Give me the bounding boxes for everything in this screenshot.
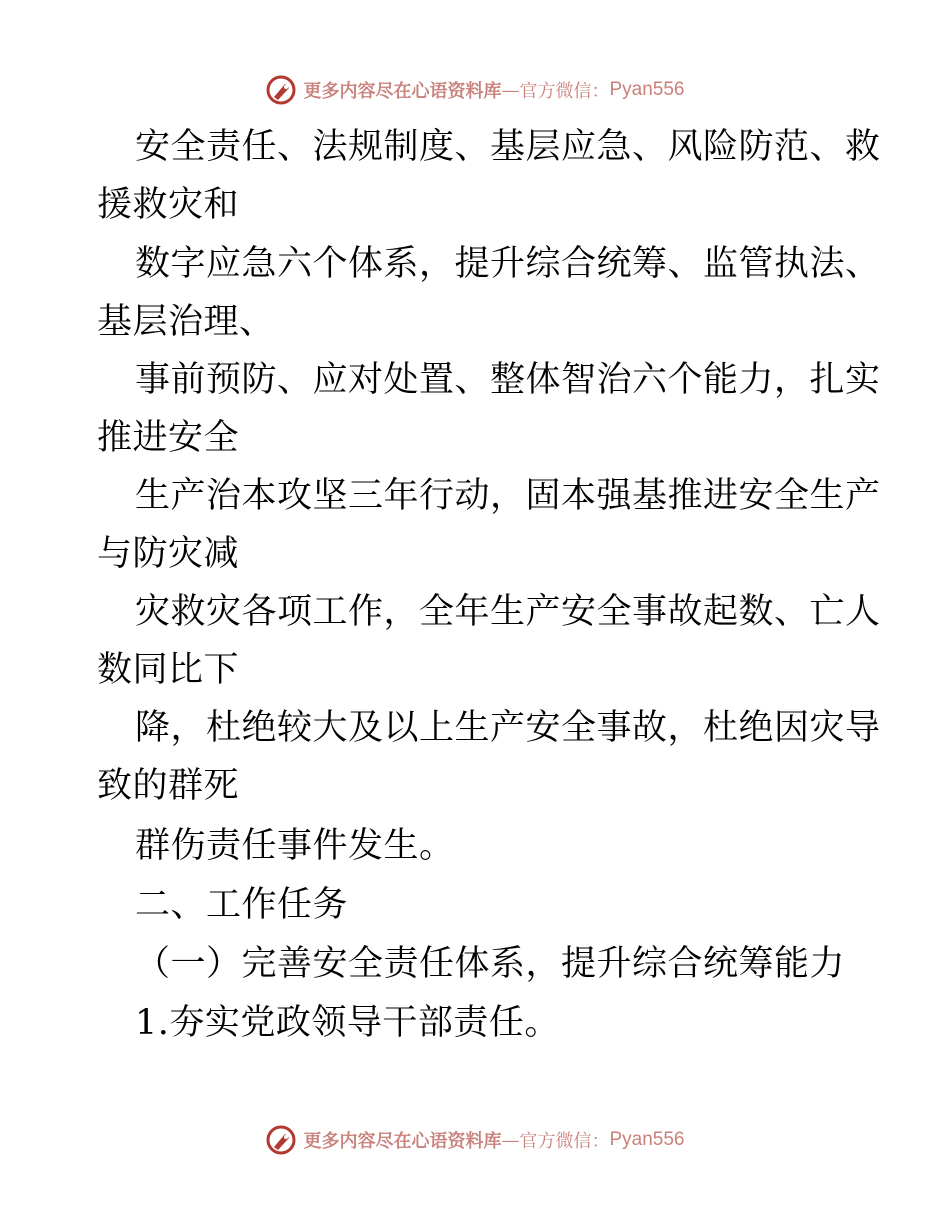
body-line: 事前预防、应对处置、整体智治六个能力，扎实 [135, 360, 881, 400]
watermark-main-text: 更多内容尽在心语资料库 [303, 1131, 502, 1152]
body-line: 灾救灾各项工作，全年生产安全事故起数、亡人 [135, 592, 881, 632]
footer-watermark [0, 1120, 950, 1160]
body-line: 生产治本攻坚三年行动，固本强基推进安全生产 [135, 476, 881, 516]
body-line: 与防灾减 [97, 534, 240, 574]
pen-nib-logo-icon [265, 74, 297, 106]
watermark-wechat-id: Pyan556 [609, 79, 685, 100]
watermark-sub-text: 官方微信： [519, 81, 610, 102]
body-line: 推进安全 [97, 418, 240, 458]
body-line: 数同比下 [97, 650, 240, 690]
body-line: 致的群死 [97, 766, 240, 806]
body-line: 援救灾和 [97, 185, 240, 225]
watermark-dash: — [501, 79, 520, 101]
watermark-dash: — [501, 1129, 520, 1151]
watermark-wechat-id: Pyan556 [609, 1129, 685, 1150]
item-heading: 1.夯实党政领导干部责任。 [135, 1003, 560, 1043]
header-watermark [0, 70, 950, 110]
pen-nib-logo-icon [265, 1124, 297, 1156]
watermark-main-text: 更多内容尽在心语资料库 [303, 81, 502, 102]
body-line: 安全责任、法规制度、基层应急、风险防范、救 [135, 127, 881, 167]
watermark-sub-text: 官方微信： [519, 1131, 610, 1152]
body-line: 数字应急六个体系，提升综合统筹、监管执法、 [135, 244, 881, 284]
body-line: 基层治理、 [97, 302, 275, 342]
body-line: 群伤责任事件发生。 [135, 826, 455, 866]
body-line: 降，杜绝较大及以上生产安全事故，杜绝因灾导 [135, 708, 881, 748]
section-heading: 二、工作任务 [135, 885, 349, 925]
subsection-heading: （一）完善安全责任体系，提升综合统筹能力 [135, 944, 846, 984]
